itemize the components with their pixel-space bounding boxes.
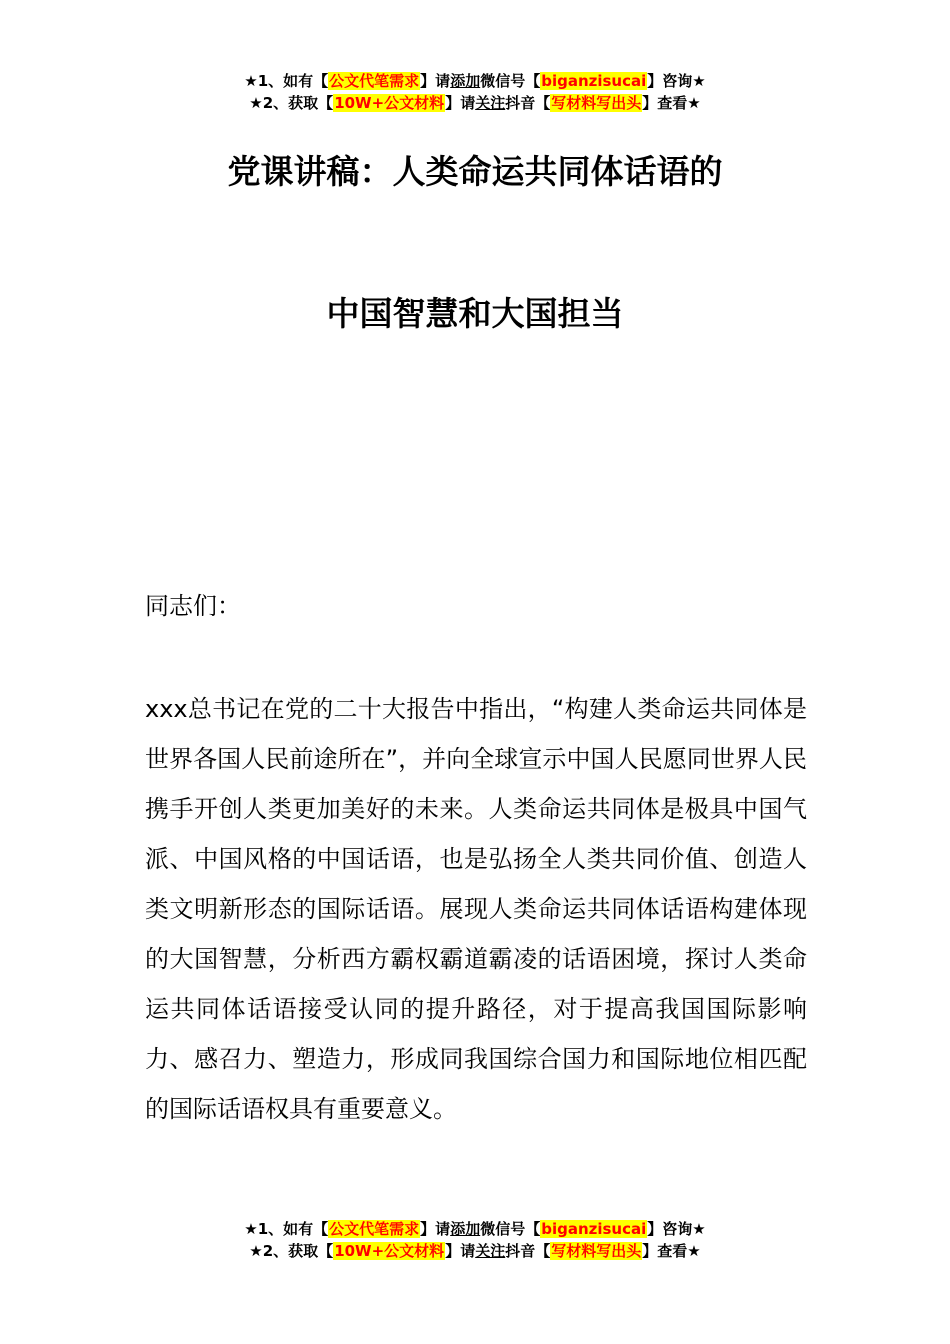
banner-line-1: ★1、如有【公文代笔需求】请添加微信号【biganzisucai】咨询★ — [244, 72, 706, 90]
wechat-id-highlight: biganzisucai — [541, 1220, 647, 1238]
top-banner — [0, 70, 950, 114]
materials-highlight: 10W+公文材料 — [334, 1242, 445, 1260]
bottom-banner — [0, 1218, 950, 1262]
douyin-id-highlight: 写材料写出头 — [551, 94, 642, 112]
service-highlight: 公文代笔需求 — [329, 72, 420, 90]
page-title-line-2: 中国智慧和大国担当 — [326, 294, 624, 333]
douyin-id-highlight: 写材料写出头 — [551, 1242, 642, 1260]
wechat-id-highlight: biganzisucai — [541, 72, 647, 90]
salutation: 同志们： — [145, 592, 241, 620]
page-title-line-1: 党课讲稿：人类命运共同体话语的 — [227, 152, 723, 191]
body-paragraph: xxx总书记在党的二十大报告中指出，“构建人类命运共同体是世界各国人民前途所在”，并向全球宣示中国人民愿同世界人民携手开创人类更加美好的未来。人类命运共同体是极具中国气派、中国风格的中国话语，也是弘扬全人类共同价值、创造人类文明新形态的国际话语。展现人类命运共同体话语构建体现的大国智慧，分析西方霸权霸道霸凌的话语困境，探讨人类命运共同体话语接受认同的提升路径，对于提高我国国际影响力、感召力、塑造力，形成同我国综合国力和国际地位相匹配的国际话语权具有重要意义。 — [145, 695, 807, 1123]
service-highlight: 公文代笔需求 — [329, 1220, 420, 1238]
banner-line-2: ★2、获取【10W+公文材料】请关注抖音【写材料写出头】查看★ — [249, 1242, 701, 1260]
banner-line-2: ★2、获取【10W+公文材料】请关注抖音【写材料写出头】查看★ — [249, 94, 701, 112]
banner-line-1: ★1、如有【公文代笔需求】请添加微信号【biganzisucai】咨询★ — [244, 1220, 706, 1238]
materials-highlight: 10W+公文材料 — [334, 94, 445, 112]
